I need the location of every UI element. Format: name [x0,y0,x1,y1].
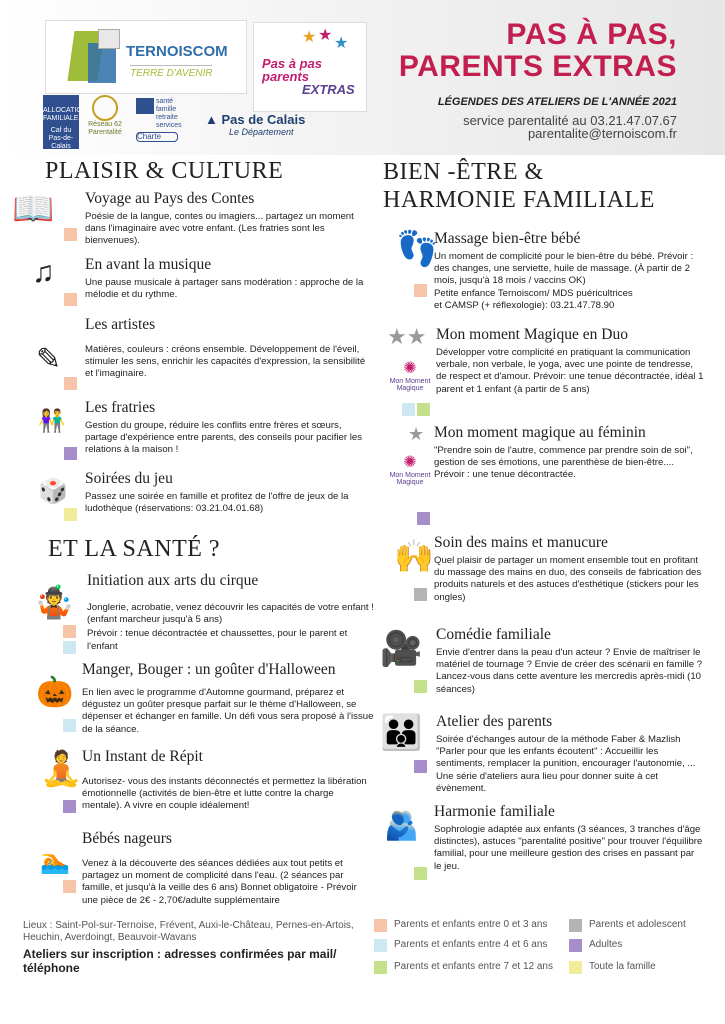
item-text: Développer votre complicité en pratiquant la communication verbale, non verbale, le yoga, avec une pointe de tendresse, de respect et d'amour. Prévoir: une tenue décontractée, idéal 1 parent et 1 enfant (à partir de 5 ans) [436,347,704,395]
legend-swatch [569,961,582,974]
charte-text: Charte [136,132,178,142]
item-title: Soin des mains et manucure [434,534,608,551]
item-title: Massage bien-être bébé [434,230,581,247]
book-icon: 📖 [12,190,55,228]
list-item [82,748,374,813]
ternoiscom-tag: TERRE D'AVENIR [130,65,212,79]
age-color-square [64,293,77,306]
stars-icon: ★★ [387,324,427,349]
item-text: Petite enfance Ternoiscom/ MDS puéricultrices [434,287,633,299]
list-item [434,534,704,604]
list-item [85,399,370,457]
item-title: Mon moment Magique en Duo [436,326,629,343]
age-color-square [63,719,76,732]
item-text: Autorisez- vous des instants déconnectés et permettez la libération émotionnelle (activités de bien-être et lutte contre la charge mentale). A vivre en couple idéalement! [82,776,367,812]
pumpkin-icon: 🎃 [36,676,74,709]
section-title-bienetre [383,158,655,214]
item-title: Comédie familiale [436,626,551,643]
age-color-square [414,588,427,601]
section-title-line: HARMONIE FAMILIALE [383,187,655,213]
logo-line: Pas à pas [262,56,322,71]
pas-de-calais-sub: Le Département [229,127,294,137]
legend-swatch [569,919,582,932]
item-title: Manger, Bouger : un goûter d'Halloween [82,661,336,678]
logo-shape [98,29,120,49]
item-title: Mon moment magique au féminin [434,424,646,441]
age-color-square [64,508,77,521]
legend-label: Parents et enfants entre 7 et 12 ans [394,961,553,972]
legend-label: Adultes [589,939,623,950]
item-title: Un Instant de Répit [82,748,203,765]
caf-text: ALLOCATIONS FAMILIALES [43,107,92,122]
service-phone: service parentalité au 03.21.47.07.67 [463,113,677,128]
list-item [82,830,374,907]
age-color-square [402,403,415,416]
item-title: Les artistes [85,316,156,333]
legend-swatch [569,939,582,952]
age-color-square [63,880,76,893]
age-color-square [63,800,76,813]
list-item [82,661,374,736]
list-item [85,190,370,248]
item-text: Passez une soirée en famille et profitez de l'offre de jeux de la ludothèque (réservations: 03.21.04.01.68) [85,491,349,515]
contact-info [463,114,677,140]
reseau-circle-icon [92,95,118,121]
item-text: "Prendre soin de l'autre, commence par prendre soin de soi", gestion de ses émotions, une parenthèse de bien-être.... Prévoir : une tenue décontractée. [434,445,693,481]
item-text: Venez à la découverte des séances dédiées aux tout petits et partagez un moment de complicité dans l'eau. (2 séances par famille, et jusqu'à la veille des 6 ans) Bonnet obligatoire - Prévoir une pièce de 2€ - 2,70€/adulte supplémentaire [82,858,357,906]
age-color-square [64,377,77,390]
msa-icon [136,98,154,114]
page-subtitle: LÉGENDES DES ATELIERS DE L'ANNÉE 2021 [437,96,677,108]
item-title: Harmonie familiale [434,803,555,820]
magic-icon: ✺ [403,360,417,377]
ternoiscom-name: TERNOISCOM [126,43,228,60]
item-text: Gestion du groupe, réduire les conflits entre frères et sœurs, partage d'expérience entre parents, des conseils pour pacifier les relations à la maison ! [85,420,363,456]
legend-swatch [374,961,387,974]
meditation-icon: 🧘 [40,750,83,788]
camera-icon: 🎥 [380,630,423,668]
mon-moment-magique-logo [388,358,432,392]
pas-a-pas-logo-text [262,57,355,96]
msa-text: santé famille retraite services [155,98,182,129]
caf-sub: Caf du Pas-de-Calais [48,127,74,150]
list-item [85,316,370,381]
magic-icon: ✺ [403,454,417,471]
star-icon: ★ [318,27,333,44]
item-text: Une pause musicale à partager sans modération : approche de la mélodie et du rythme. [85,277,364,301]
star-icon: ★ [408,424,425,444]
age-color-square [64,228,77,241]
age-color-square [417,403,430,416]
item-text: Soirée d'échanges autour de la méthode Faber & Mazlish "Parler pour que les enfants écoutent" : Accueillir les sentiments, remplacer la punition, encourager l'autonomie, ... Une série d'ateliers aura lieu pour donner suite à cet évènement. [436,734,696,794]
age-color-square [64,447,77,460]
juggler-icon: 🤹 [34,584,74,620]
dice-icon: 🎲 [38,478,68,505]
ternoiscom-logo [45,20,247,94]
paintbrush-icon: ✎ [36,343,62,376]
age-color-square [414,680,427,693]
legend-swatch [374,939,387,952]
footer-lieux: Lieux : Saint-Pol-sur-Ternoise, Frévent, Auxi-le-Château, Pernes-en-Artois, Heuchin, Averdoingt, Beauvoir-Wavans [23,920,354,943]
item-text: Jonglerie, acrobatie, venez découvrir les capacités de votre enfant ! (enfant marcheur jusqu'à 5 ans) [87,602,374,626]
logo-line: parents [262,69,309,84]
caf-logo [43,95,92,150]
legend-label: Parents et enfants entre 0 et 3 ans [394,919,548,930]
item-title: Initiation aux arts du cirque [87,572,259,589]
page-title [399,18,677,84]
legend-label: Parents et adolescent [589,919,686,930]
item-title: En avant la musique [85,256,212,273]
people-circle-icon: 🫂 [384,810,419,841]
pas-de-calais-logo [205,112,305,137]
item-title: Les fratries [85,399,156,416]
item-text: Poésie de la langue, contes ou imagiers... partagez un moment dans l'imaginaire avec votre enfant. (Les fratries sont les bienvenues). [85,211,354,247]
children-icon: 👫 [38,408,66,433]
star-icon: ★ [334,35,349,52]
logo-text: Mon Moment Magique [389,378,431,392]
legend-swatch [374,919,387,932]
reseau-text: Réseau 62 Parentalité [88,121,122,136]
age-color-square [414,760,427,773]
section-title-plaisir: PLAISIR & CULTURE [45,158,284,184]
age-color-square [414,284,427,297]
baby-swimmer-icon: 🏊 [40,848,70,875]
section-title-line: BIEN -ÊTRE & [383,159,544,185]
item-title: Soirées du jeu [85,470,173,487]
list-item [85,256,370,301]
footprint-icon: 👣 [396,230,439,268]
list-item [436,713,704,795]
service-email[interactable]: parentalite@ternoiscom.fr [527,126,677,141]
item-text: Matières, couleurs : créons ensemble. Développement de l'éveil, stimuler les sens, enrichir les capacités d'expression, la sensibilité et l'imaginaire. [85,344,366,380]
hands-icon: 🙌 [394,538,434,574]
item-text: En lien avec le programme d'Automne gourmand, préparez et dégustez un goûter presque parfait sur le thème d'Halloween, se dépenser et échanger en famille. Un défi vous sera proposé à l'issue de la séance. [82,687,374,735]
item-title: Atelier des parents [436,713,553,730]
legend-label: Toute la famille [589,961,656,972]
reseau-logo [85,95,125,135]
logo-shape [88,43,116,83]
section-title-sante: ET LA SANTÉ ? [48,536,221,562]
item-text: Quel plaisir de partager un moment ensemble tout en profitant du massage des mains en duo, des conseils de fabrication des produits naturels et des astuces d'esthétique (stickers pour les ongles) [434,555,702,603]
pas-de-calais-icon: ▲ [205,112,218,127]
item-text: Prévoir : tenue décontractée et chaussettes, pour le parent et l'enfant [87,628,348,652]
family-icon: 👪 [380,714,423,752]
list-item [85,470,370,515]
item-text: et CAMSP (+ réflexologie): 03.21.47.78.90 [434,299,615,311]
item-title: Voyage au Pays des Contes [85,190,255,207]
list-item [434,424,704,482]
mon-moment-magique-logo [388,452,432,486]
music-notes-icon: ♫ [32,256,55,289]
item-text: Sophrologie adaptée aux enfants (3 séances, 3 tranches d'âge distinctes), astuces "parentalité positive" pour trouver l'équilibre familial, pour une meilleure gestion des crises en passant par le jeu. [434,824,703,872]
title-line2: PARENTS EXTRAS [398,50,677,83]
logo-text: Mon Moment Magique [389,472,431,486]
logo-line: EXTRAS [302,82,355,97]
list-item [434,230,704,312]
list-item [434,803,704,873]
age-color-square [63,641,76,654]
item-title: Bébés nageurs [82,830,172,847]
age-color-square [414,867,427,880]
pas-a-pas-logo [253,22,367,112]
item-text: Un moment de complicité pour le bien-être du bébé. Prévoir : des changes, une serviette, huile de massage. (À partir de 2 mois, jusqu'à 18 mois / vaccins OK) [434,251,694,287]
msa-logo [136,98,194,141]
star-icon: ★ [302,29,317,46]
title-line1: PAS À PAS, [506,18,677,51]
footer-inscription: Ateliers sur inscription : adresses confirmées par mail/ téléphone [23,947,337,975]
legend-label: Parents et enfants entre 4 et 6 ans [394,939,548,950]
list-item [436,326,704,396]
age-color-square [417,512,430,525]
list-item [87,572,375,653]
item-text: Envie d'entrer dans la peau d'un acteur ? Envie de maîtriser le matériel de tournage ? Envie de créer des scénarii en famille ? Lancez-vous dans cette aventure les mercredis après-midi (10 séances) [436,647,703,695]
list-item [436,626,704,696]
age-color-square [63,625,76,638]
pas-de-calais-name: Pas de Calais [221,112,306,127]
